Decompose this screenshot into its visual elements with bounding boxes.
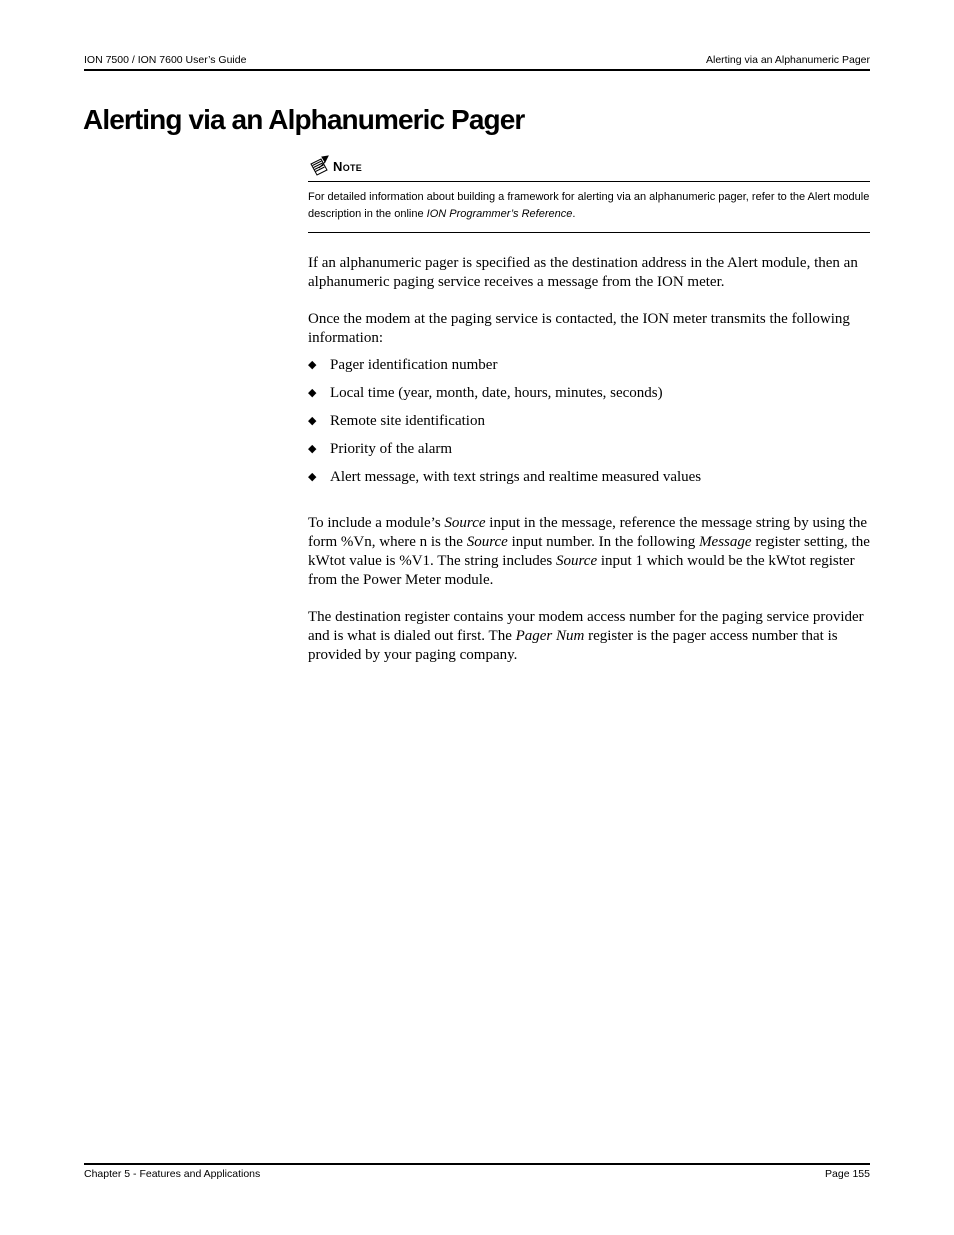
note-box	[308, 155, 870, 233]
page-number: Page 155	[825, 1168, 870, 1180]
running-header	[84, 52, 870, 68]
list-item: ◆ Pager identification number	[308, 357, 498, 373]
source-paragraph: To include a module’s Source input in the message, reference the message string by using the form %Vn, where n is the Source input number. In the following Message register setting, the kWtot value is %V1. The string includes Source input 1 which would be the kWtot register from the Power Meter module.	[308, 515, 870, 588]
footer-divider	[84, 1163, 870, 1165]
lead-paragraph: Once the modem at the paging service is contacted, the ION meter transmits the following information:	[308, 311, 850, 346]
header-divider	[84, 69, 870, 71]
page-title: Alerting via an Alphanumeric Pager	[83, 104, 525, 135]
chapter-label: Chapter 5 - Features and Applications	[84, 1168, 261, 1180]
bullet-diamond-icon: ◆	[308, 415, 317, 427]
destination-paragraph: The destination register contains your modem access number for the paging service provider and is what is dialed out first. The Pager Num register is the pager access number that is provided by your paging company.	[308, 609, 864, 663]
bullet-diamond-icon: ◆	[308, 387, 317, 399]
note-bottom-rule	[308, 232, 870, 233]
note-header	[308, 155, 870, 179]
body-text	[308, 254, 870, 683]
bullet-diamond-icon: ◆	[308, 443, 317, 455]
note-label: Note	[333, 159, 363, 174]
bullet-diamond-icon: ◆	[308, 471, 317, 483]
note-text: For detailed information about building a framework for alerting via an alphanumeric pager, refer to the Alert module description in the online ION Programmer’s Reference.	[308, 191, 870, 220]
list-item: ◆ Remote site identification	[308, 413, 485, 429]
bullet-diamond-icon: ◆	[308, 359, 317, 371]
list-item: ◆ Local time (year, month, date, hours, minutes, seconds)	[308, 385, 663, 401]
running-footer	[84, 1166, 870, 1182]
section-title: Alerting via an Alphanumeric Pager	[705, 54, 870, 66]
list-item: ◆ Priority of the alarm	[308, 441, 453, 457]
intro-paragraph: If an alphanumeric pager is specified as the destination address in the Alert module, then an alphanumeric paging service receives a message from the ION meter.	[308, 255, 858, 290]
list-item: ◆ Alert message, with text strings and realtime measured values	[308, 469, 702, 485]
guide-title: ION 7500 / ION 7600 User’s Guide	[84, 54, 247, 66]
transmitted-info-list	[308, 356, 870, 496]
note-pencil-icon	[308, 155, 330, 177]
reference-title: ION Programmer’s Reference	[426, 208, 573, 220]
